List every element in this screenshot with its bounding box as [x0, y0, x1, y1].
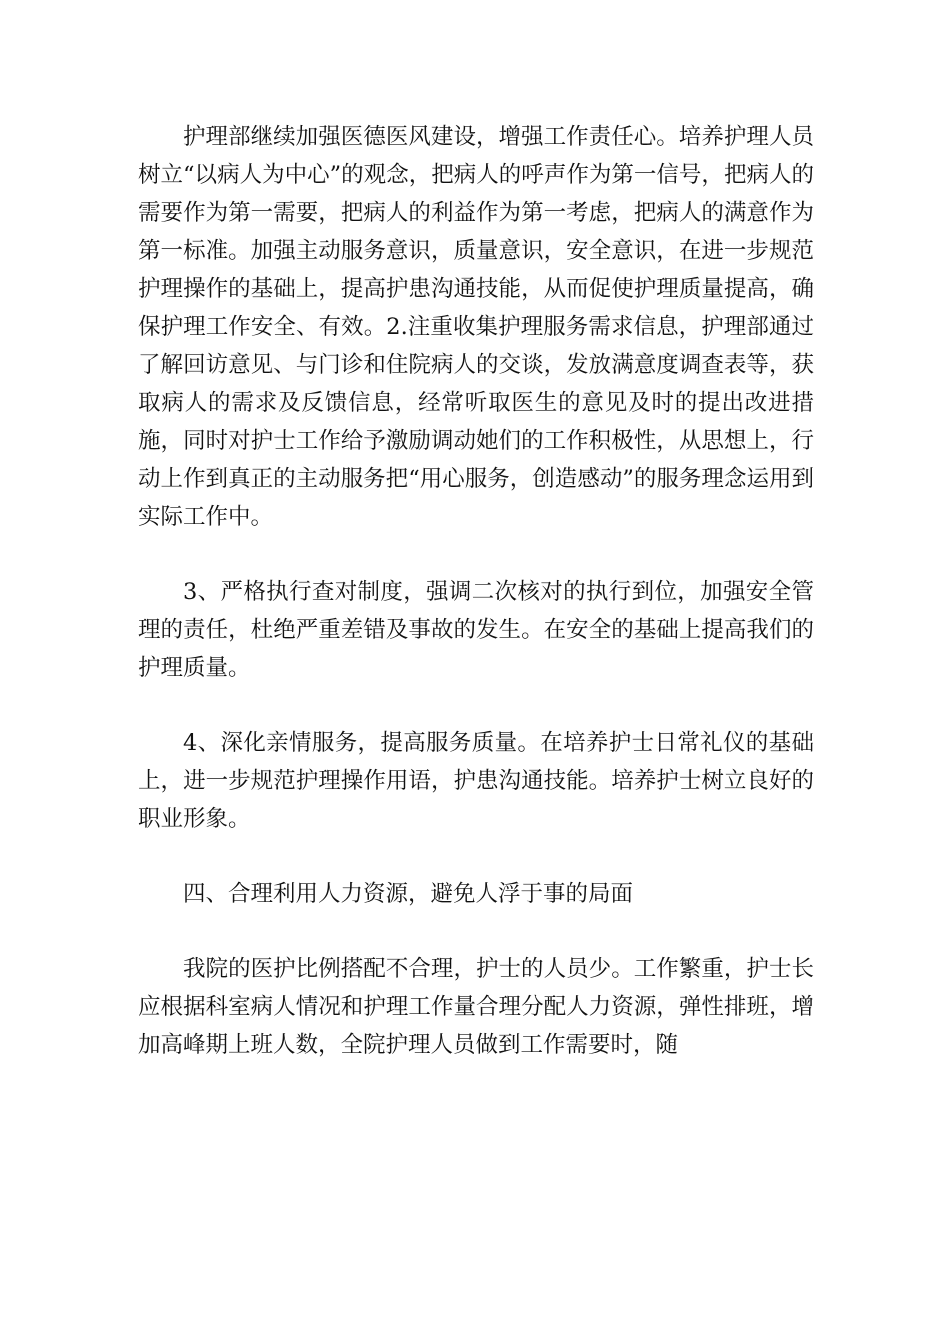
paragraph-staffing: 我院的医护比例搭配不合理，护士的人员少。工作繁重，护士长应根据科室病人情况和护理工作量合理分配人力资源，弹性排班，增加高峰期上班人数，全院护理人员做到工作需要时，随 [138, 956, 814, 1058]
paragraph-verification-system: 3、严格执行查对制度，强调二次核对的执行到位，加强安全管理的责任，杜绝严重差错及事故的发生。在安全的基础上提高我们的护理质量。 [138, 579, 814, 681]
paragraph-service-quality: 4、深化亲情服务，提高服务质量。在培养护士日常礼仪的基础上，进一步规范护理操作用语，护患沟通技能。培养护士树立良好的职业形象。 [138, 730, 814, 832]
section-heading-human-resources: 四、合理利用人力资源，避免人浮于事的局面 [183, 881, 634, 907]
paragraph-nursing-ethics: 护理部继续加强医德医风建设，增强工作责任心。培养护理人员树立“以病人为中心”的观念，把病人的呼声作为第一信号，把病人的需要作为第一需要，把病人的利益作为第一考虑，把病人的满意作为第一标准。加强主动服务意识，质量意识，安全意识，在进一步规范护理操作的基础上，提高护患沟通技能，从而促使护理质量提高，确保护理工作安全、有效。2.注重收集护理服务需求信息，护理部通过了解回访意见、与门诊和住院病人的交谈，发放满意度调查表等，获取病人的需求及反馈信息，经常听取医生的意见及时的提出改进措施，同时对护士工作给予激励调动她们的工作积极性，从思想上，行动上作到真正的主动服务把“用心服务，创造感动”的服务理念运用到实际工作中。 [138, 124, 814, 530]
document-body [138, 118, 814, 1064]
